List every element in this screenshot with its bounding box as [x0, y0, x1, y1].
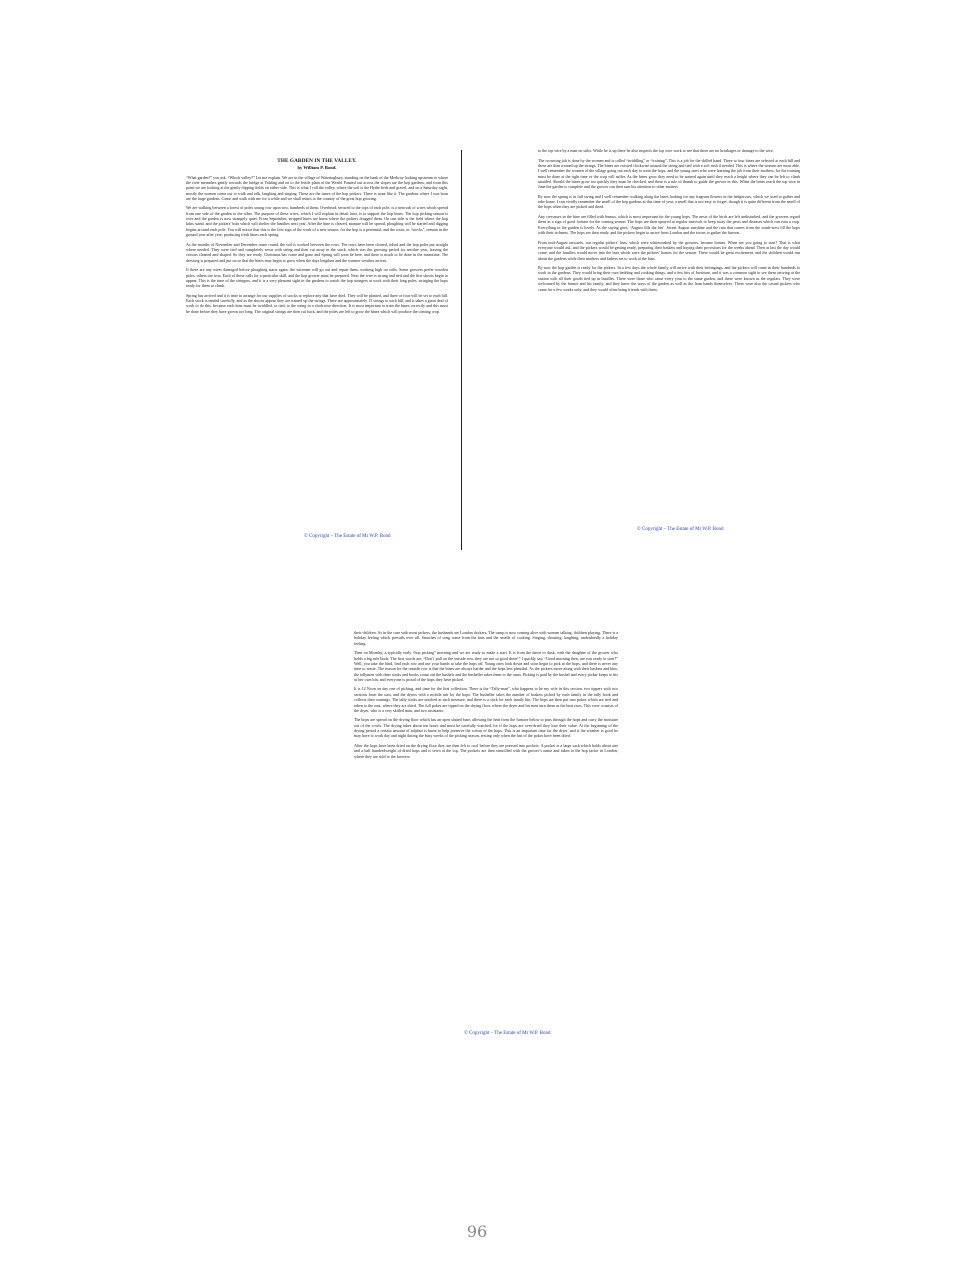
paragraph: By now the spring is in full swing and I well remember walking along the lanes looking for any fragrant flowers in the hedgerows, which we used to gather and take home. I can vividly remember the smell of the hop gardens at this time of year, a smell that is not easy to forget, though it is quite different from the smell of the hops when they are picked and dried. — [538, 193, 800, 210]
document-page-1 — [186, 158, 448, 550]
paragraph: Any crevasses in the bine are filled with humus, which is most important for the young hops. The nests of the birds are left undisturbed, and the growers regard them as a sign of good fortune for the coming season. The hops are then sprayed at regular intervals to keep away the pests and diseases which can ruin a crop. Everything in the garden is lovely. As the saying goes, ‘August fills the bin’. Sweet August sunshine and the rain that comes from the south-west fill the hops with their richness. The hops are then ready, and the pickers begin to arrive from London and the towns to gather the harvest. — [538, 214, 800, 236]
paragraph: From mid-August onwards, our regular pickers’ huts, which were whitewashed by the growers, became homes. When are you going to start? That is what everyone would ask, and the pickers would be getting ready, preparing their baskets and buying their provisions for the weeks ahead. Then at last the day would come, and the families would move into the huts which were the pickers’ homes for the season. There would be great excitement, and the children would run about the gardens while their mothers and fathers set to work at the bins. — [538, 239, 800, 261]
paragraph: After the hops have been dried on the drying floor they are then left to cool before they are pressed into pockets. A pocket is a large sack which holds about one and a half hundredweight of dried hops and is sewn at the top. The pockets are then stencilled with the grower’s name and taken to the hop factor in London, where they are sold to the brewers. — [354, 742, 618, 759]
copyright-notice: © Copyright – The Estate of Mr W.P. Bond — [464, 1031, 551, 1036]
paragraph: The crowning job is done by the women and is called “twiddling” or “training”. This is a job for the skilled hand. Three to four bines are selected at each hill and these are then trained up the strings. The bines are twisted clockwise around the string and tied with a soft rush if needed. This is where the women are most able. I well remember the women of the village going out each day to train the hops, and the young ones who were learning the job from their mothers, for the training must be done at the right time or the crop will suffer. As the bines grow they need to be trained again until they reach a height where they can be left to climb unaided. Should the bines grow too quickly they must be checked, and there is a rule of thumb to guide the grower in this. When the bines reach the top wire in June the garden is complete and the grower can then turn his attention to other matters. — [538, 157, 800, 190]
paragraph: Spring has arrived and it is time to arrange for our supplies of stocks to replace any that have died. They will be planted, and three or four will be set to each hill. Each stock is tended carefully, and as the shoots appear they are trained up the strings. There are approximately 15 strings to each hill, and it takes a great deal of work to do this, because each bine must be twiddled, or tied, to the string in a clockwise direction. It is most important to train the bines correctly and this must be done before they have grown too long. The original strings are then cut back, and the poles are left to grow the bines which will produce the coming crop. — [186, 292, 448, 314]
paragraph: As the months of November and December come round, the soil is worked between the rows. The rows have been cleared, tidied and the hop poles put straight where needed. They were tied and completely sewn with string and then cut away in the stack, which was the growing period for another year, leaving the crowns cleaned and shaped. So they are ready. Christmas has come and gone and Spring will soon be here, and there is much to be done in the meantime. The dressing is prepared and put on so that the bines may begin to grow when the days lengthen and the warmer weather arrives. — [186, 241, 448, 263]
article-title: THE GARDEN IN THE VALLEY. — [277, 158, 357, 164]
paragraph: By now the hop garden is ready for the pickers. In a few days the whole family will arrive with their belongings, and the pickers will come in their hundreds to work in the gardens. They would bring their own bedding and cooking things, and a few bits of furniture, and it was a common sight to see them arriving at the station with all their goods tied up in bundles. There were those who came every year to the same garden, and these were known as the regulars. They were welcomed by the farmer and his family, and they knew the ways of the garden as well as the farm hands themselves. There were also the casual pickers who came for a few weeks only, and they would often bring friends with them. — [538, 265, 800, 292]
document-page-3 — [354, 630, 618, 1048]
article-byline: by William P. Bond. — [297, 164, 337, 170]
copyright-notice: © Copyright – The Estate of Mr W.P. Bond — [304, 534, 391, 539]
paragraph: Then on Monday, a typically early “hop picking” morning and we are ready to make a start. It is from the dawn to dusk, with the daughter of the grower who holds a big rule book. The first words are, “Don’t pull on the outside row, they are not so good there!” I quickly say, “Good morning then, are you ready to start?” Well, you take the bind, find each row and use your hands to take the hops off. Young ones look down and soon begin to pick at the hops, and there is never any time to waste. The reason for the outside row is that the bines are always harder and the hops less plentiful. As the pickers move along with their baskets and bins, the tallymen with their sticks and books count out the bushels and the busheller takes them to the oasts. Picking is paid by the bushel and every picker keeps to his or her own bin, and everyone is proud of the hops they have picked. — [354, 650, 618, 682]
paragraph: It is 12 Noon on day one of picking, and time for the first collection. There is the “Tally-man”, who happens to be my wife in this section, two tippers with two sections from the oast, and the dryers with a mobile tub for the hops. The busheller takes the number of baskets picked by each family in the tally book and collects their earnings. The tally sticks are notched at each measure, and there is a stick for each family bin. The hops are then put into pokes which are tied and taken to the oast, where they are dried. The full pokes are tipped on the drying floor, where the dryer and his men turn them as the heat rises. This crew consists of the dryer, who is a very skilled man, and two assistants. — [354, 686, 618, 713]
paragraph: The hops are spread on the drying floor which has an open slatted base, allowing the heat from the furnace below to pass through the hops and carry the moisture out of the cowls. The drying takes about ten hours and must be carefully watched, for if the hops are over-dried they lose their value. At the beginning of the drying period a certain amount of sulphur is burnt to help preserve the colour of the hops. This is an important time for the dryer, and if the weather is good he may have to work day and night during the busy weeks of the picking season, resting only when the last of the pokes have been dried. — [354, 717, 618, 739]
page-divider — [461, 150, 462, 550]
paragraph: to the top wire by a man on stilts. While he is up there he also inspects the top wire work to see that there are no breakages or damage to the wire. — [538, 148, 774, 153]
page-number: 96 — [466, 1222, 488, 1241]
paragraph: their children. As in the case with most pickers, the husbands are London dockers. The camp is now coming alive with women talking, children playing. There is a holiday feeling which prevails over all. Snatches of song come from the huts and the smells of cooking. Singing, shouting, laughing, undoubtedly a holiday feeling. — [354, 630, 618, 646]
copyright-notice: © Copyright – The Estate of Mr W.P. Bond — [637, 527, 724, 532]
paragraph: We are walking between a forest of poles strung row upon row, hundreds of them. Overhead, secured to the tops of each pole, is a network of wires which spread from one side of the garden to the other. The purpose of these wires, which I will explain in detail later, is to support the hop bines. The hop picking season is over and the garden is now strangely quiet. From September, stripped bines are burnt where the pickers dragged them. On one side is the field where the hop kilns stand, and the pickers’ huts which will shelter the families next year. After the bine is cleared, manure will be spread, ploughing will be started and digging begins around each pole. You will notice that this is the first sign of the work of a new season, for the hop is a perennial, and the roots, or “stocks”, remain in the ground year after year, producing fresh bines each spring. — [186, 205, 448, 238]
document-page-2 — [538, 148, 800, 538]
paragraph: “What garden?” you ask. “Which valley?” Let me explain. We are in the village of Wateringbury, standing on the bank of the Medway looking upstream to where the river meanders gently towards the bridge at Yalding and on to the fertile plain of the Weald. Fanned out across the slopes are the hop gardens, and from this point we are looking at the gently dipping fields on either side. This is what I call the valley, where the soil is the Hythe beds and gravel, and on a Saturday night, mostly the women come out to walk and talk, laughing and singing. These are the times of the hop pickers. There is none like it. The gardens where I was born are the large gardens. Come and walk with me for a while and we shall return to the country of the great hop growing. — [186, 174, 448, 201]
paragraph: If there are any wires damaged before ploughing starts again, the wiremen will go out and repair them, working high on stilts. Some growers prefer wooden poles, others use iron. Each of these calls for a particular skill, and the hop grower must be prepared. Next the wire is strung and tied and the first shoots begin to appear. This is the time of the stringers, and it is a very pleasant sight in the gardens to watch the hop stringers at work with their long poles, stringing the hops ready for them to climb. — [186, 267, 448, 289]
